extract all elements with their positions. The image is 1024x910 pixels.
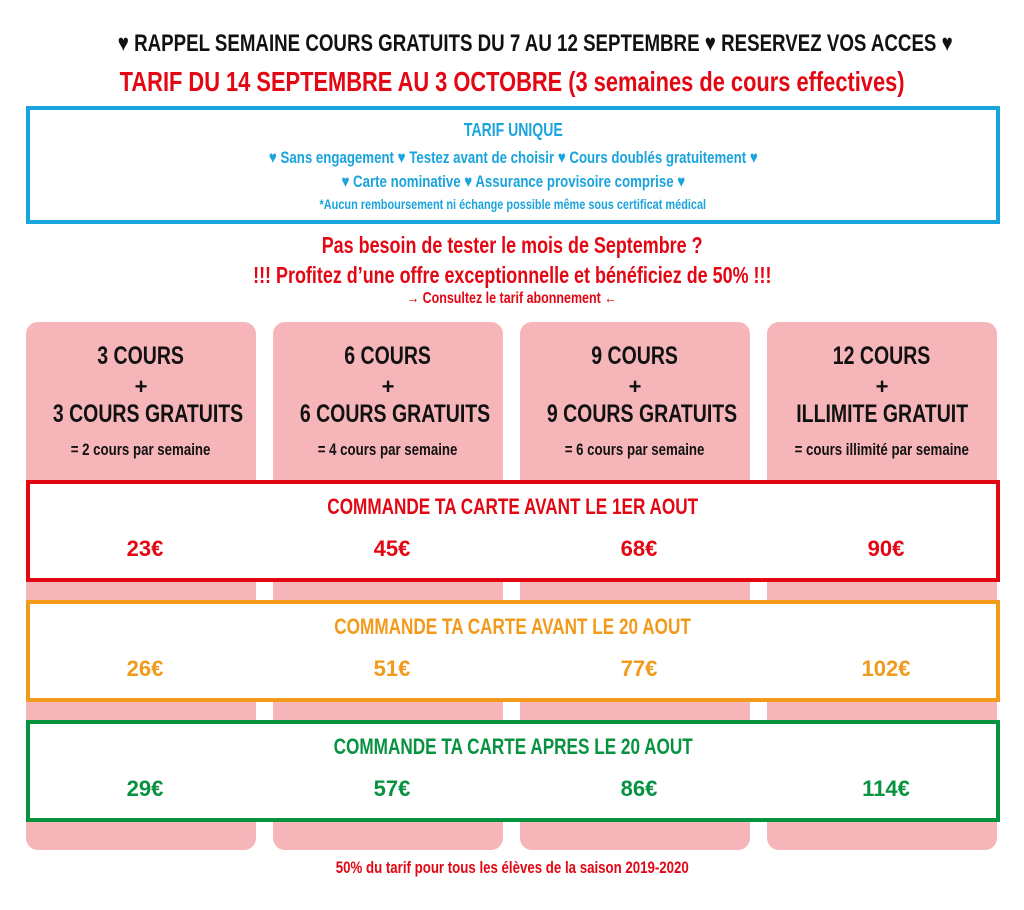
promo-subscription-link[interactable] (0, 290, 1024, 308)
plan-per-week-text: = 4 cours par semaine (318, 440, 458, 459)
footer-note (0, 858, 1024, 878)
plan-title-text: 9 COURS (591, 342, 679, 370)
plan-bonus-text: ILLIMITE GRATUIT (796, 400, 968, 428)
promo-offer-text: !!! Profitez d’une offre exceptionnelle et bénéficiez de 50% !!! (252, 262, 772, 288)
plan-title-text: 12 COURS (833, 342, 931, 370)
tarif-unique-features-2 (30, 172, 996, 192)
plan-bonus (520, 400, 750, 429)
tarif-unique-features-1 (30, 148, 996, 168)
plan-title-text: 3 COURS (97, 342, 185, 370)
price-12-cours: 114€ (862, 776, 910, 801)
footer-note-text: 50% du tarif pour tous les élèves de la saison 2019-2020 (335, 858, 689, 877)
tarif-unique-note (30, 196, 996, 212)
tier-title-text: COMMANDE TA CARTE APRES LE 20 AOUT (333, 734, 693, 759)
plan-plus (767, 374, 997, 400)
plan-per-week (520, 440, 750, 460)
tier-title (30, 614, 996, 640)
tier-title-text: COMMANDE TA CARTE AVANT LE 1ER AOUT (327, 494, 699, 519)
promo-question (0, 232, 1024, 259)
tier-title (30, 734, 996, 760)
price-3-cours: 26€ (126, 656, 164, 681)
plan-plus (273, 374, 503, 400)
reminder-text: ♥ RAPPEL SEMAINE COURS GRATUITS DU 7 AU 12 SEPTEMBRE ♥ RESERVEZ VOS ACCES ♥ (117, 30, 953, 57)
tarif-unique-features-1-text: ♥ Sans engagement ♥ Testez avant de choisir ♥ Cours doublés gratuitement ♥ (268, 148, 758, 167)
tier-title (30, 494, 996, 520)
plan-bonus (767, 400, 997, 429)
plan-plus (520, 374, 750, 400)
tarif-unique-title (30, 120, 996, 141)
plan-bonus-text: 9 COURS GRATUITS (546, 400, 738, 428)
plan-per-week-text: = 6 cours par semaine (565, 440, 705, 459)
plan-plus (26, 374, 256, 400)
tier-title-text: COMMANDE TA CARTE AVANT LE 20 AOUT (334, 614, 692, 639)
promo-subscription-link-text[interactable]: → Consultez le tarif abonnement ← (406, 290, 618, 307)
tarif-unique-title-text: TARIF UNIQUE (463, 120, 563, 140)
price-3-cours: 29€ (126, 776, 164, 801)
plan-title (520, 342, 750, 371)
price-9-cours: 77€ (620, 656, 658, 681)
tarif-unique-box (26, 106, 1000, 224)
tarif-period-text: TARIF DU 14 SEPTEMBRE AU 3 OCTOBRE (3 semaines de cours effectives) (119, 66, 905, 97)
plan-bonus (273, 400, 503, 429)
plan-title (273, 342, 503, 371)
tier-before-20-aout (26, 600, 1000, 702)
promo-question-text: Pas besoin de tester le mois de Septembre ? (321, 232, 703, 258)
plan-bonus-text: 3 COURS GRATUITS (52, 400, 244, 428)
plan-plus-text: + (381, 374, 395, 399)
tarif-period-heading (0, 66, 1024, 98)
tarif-unique-features-2-text: ♥ Carte nominative ♥ Assurance provisoire comprise ♥ (341, 172, 685, 191)
plan-bonus (26, 400, 256, 429)
price-3-cours: 23€ (126, 536, 164, 561)
plan-per-week (767, 440, 997, 460)
plan-plus-text: + (875, 374, 889, 399)
price-6-cours: 57€ (373, 776, 411, 801)
price-9-cours: 86€ (620, 776, 658, 801)
plan-bonus-text: 6 COURS GRATUITS (299, 400, 491, 428)
price-9-cours: 68€ (620, 536, 658, 561)
tarif-unique-note-text: *Aucun remboursement ni échange possible même sous certificat médical (319, 196, 707, 212)
price-12-cours: 102€ (861, 656, 911, 681)
reminder-banner (0, 30, 1024, 58)
plan-per-week-text: = cours illimité par semaine (794, 440, 970, 459)
plan-title (767, 342, 997, 371)
price-6-cours: 45€ (373, 536, 411, 561)
plan-per-week-text: = 2 cours par semaine (71, 440, 211, 459)
price-6-cours: 51€ (373, 656, 411, 681)
plan-title (26, 342, 256, 371)
plan-per-week (26, 440, 256, 460)
tier-before-1er-aout (26, 480, 1000, 582)
tier-after-20-aout (26, 720, 1000, 822)
plan-plus-text: + (134, 374, 148, 399)
plan-title-text: 6 COURS (344, 342, 432, 370)
promo-offer (0, 262, 1024, 289)
price-12-cours: 90€ (867, 536, 905, 561)
plan-per-week (273, 440, 503, 460)
plan-plus-text: + (628, 374, 642, 399)
